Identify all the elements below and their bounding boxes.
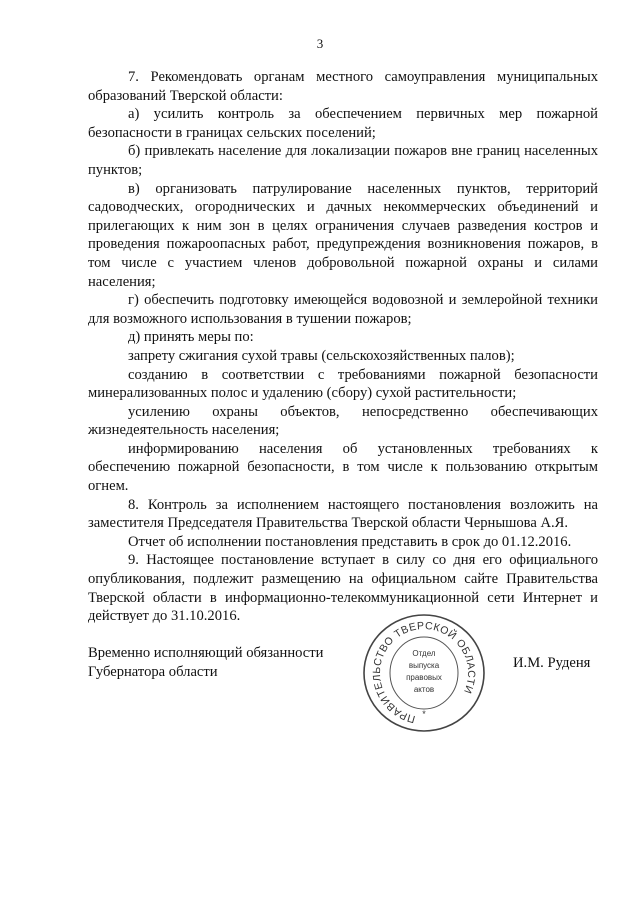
stamp-center-line: актов [413, 685, 435, 694]
document-body [88, 68, 598, 626]
stamp-center-line: Отдел [412, 649, 436, 658]
paragraph-measure-4: информированию населения об установленных требованиях к обеспечению пожарной безопасности, в том числе к пользованию открытым огнем. [88, 440, 598, 495]
page-number: 3 [316, 36, 324, 51]
paragraph-measure-1: запрету сжигания сухой травы (сельскохозяйственных палов); [128, 347, 515, 364]
paragraph-item-8: 8. Контроль за исполнением настоящего постановления возложить на заместителя Председателя Правительства Тверской области Чернышова А.Я. [88, 496, 598, 532]
signatory-position-line: Временно исполняющий обязанности [88, 645, 324, 661]
stamp-center-line: выпуска [408, 661, 440, 670]
paragraph-measure-2: созданию в соответствии с требованиями пожарной безопасности минерализованных полос и удалению (сбору) сухой растительности; [88, 366, 598, 402]
signatory-position-line: Губернатора области [88, 664, 218, 680]
paragraph-subitem-b: б) привлекать население для локализации пожаров вне границ населенных пунктов; [88, 143, 598, 178]
paragraph-item-7: 7. Рекомендовать органам местного самоуправления муниципальных образований Тверской области: [88, 69, 598, 104]
paragraph-item-9: 9. Настоящее постановление вступает в силу со дня его официального опубликования, подлежит размещению на официальном сайте Правительства Тверской области в информационно-телекоммуникационной сети Интернет и действует до 31.10.2016. [88, 552, 598, 625]
stamp-graphic [360, 611, 488, 735]
official-stamp [360, 611, 488, 735]
paragraph-report-deadline: Отчет об исполнении постановления представить в срок до 01.12.2016. [128, 533, 572, 550]
stamp-star: * [422, 709, 426, 719]
paragraph-subitem-d: д) принять меры по: [128, 329, 254, 346]
paragraph-subitem-g: г) обеспечить подготовку имеющейся водовозной и землеройной техники для возможного использования в тушении пожаров; [88, 292, 598, 327]
stamp-ring-text: ПРАВИТЕЛЬСТВО ТВЕРСКОЙ ОБЛАСТИ [370, 619, 478, 726]
signatory-position [88, 644, 323, 682]
paragraph-subitem-a: а) усилить контроль за обеспечением первичных мер пожарной безопасности в границах сельских поселений; [88, 106, 598, 141]
signatory-name: И.М. Руденя [513, 655, 591, 671]
paragraph-measure-3: усилению охраны объектов, непосредственно обеспечивающих жизнедеятельность населения; [88, 403, 598, 439]
paragraph-subitem-v: в) организовать патрулирование населенных пунктов, территорий садоводческих, огороднических и дачных некоммерческих объединений и прилегающих к ним зон в целях ограничения случаев разведения костров и проведения пожароопасных работ, предупреждения возникновения пожаров, в том числе с участием членов добровольной пожарной охраны и силами населения; [88, 180, 598, 290]
stamp-center-line: правовых [406, 673, 442, 682]
